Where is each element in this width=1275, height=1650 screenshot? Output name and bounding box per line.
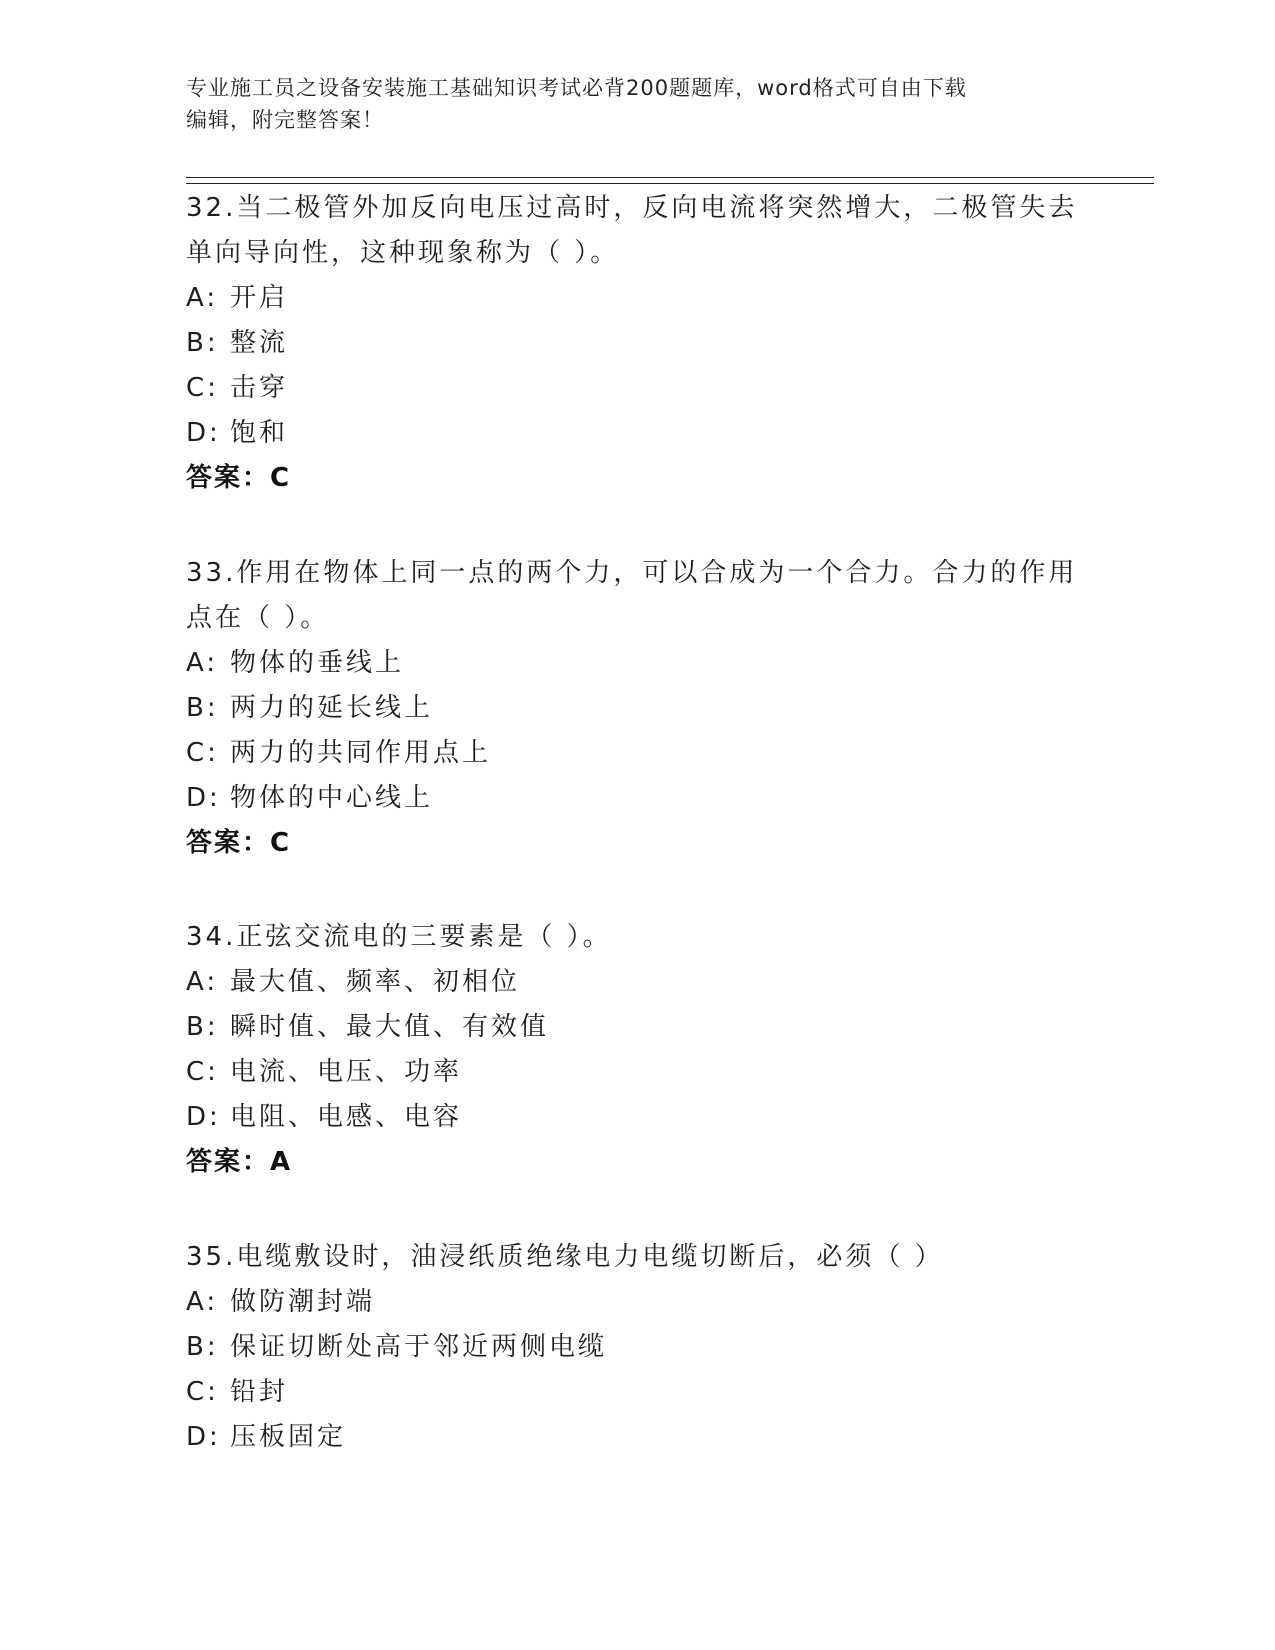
question-32 xyxy=(186,186,1086,501)
answer-line: 答案：A xyxy=(186,1147,293,1177)
question-stem-continued: 点在（ ）。 xyxy=(186,603,330,633)
option-d xyxy=(186,776,1086,821)
option-b xyxy=(186,686,1086,731)
option-text: 电阻、电感、电容 xyxy=(230,1102,463,1132)
option-a xyxy=(186,641,1086,686)
option-text: 物体的中心线上 xyxy=(230,783,434,813)
option-letter: B: xyxy=(186,1332,219,1362)
option-a xyxy=(186,276,1086,321)
question-stem: 32.当二极管外加反向电压过高时，反向电流将突然增大，二极管失去 xyxy=(186,193,1078,223)
option-a xyxy=(186,960,1086,1005)
header-divider-top xyxy=(186,177,1154,178)
option-text: 物体的垂线上 xyxy=(230,648,405,678)
option-text: 两力的共同作用点上 xyxy=(230,738,492,768)
option-letter: A: xyxy=(186,283,219,313)
option-letter: B: xyxy=(186,1012,219,1042)
option-b xyxy=(186,1325,1086,1370)
option-letter: A: xyxy=(186,1287,219,1317)
option-letter: C: xyxy=(186,738,219,768)
option-letter: D: xyxy=(186,418,221,448)
option-c xyxy=(186,366,1086,411)
header-divider-bottom xyxy=(186,183,1154,184)
option-letter: B: xyxy=(186,328,219,358)
question-33 xyxy=(186,551,1086,866)
question-stem: 33.作用在物体上同一点的两个力，可以合成为一个合力。合力的作用 xyxy=(186,558,1078,588)
option-c xyxy=(186,1370,1086,1415)
option-text: 开启 xyxy=(230,283,289,313)
option-text: 最大值、频率、初相位 xyxy=(230,967,521,997)
option-text: 铅封 xyxy=(230,1377,289,1407)
option-text: 两力的延长线上 xyxy=(230,693,434,723)
option-d xyxy=(186,1415,1086,1460)
question-stem: 34.正弦交流电的三要素是（ ）。 xyxy=(186,922,612,952)
option-letter: C: xyxy=(186,1057,219,1087)
option-text: 保证切断处高于邻近两侧电缆 xyxy=(230,1332,608,1362)
header-line-2: 编辑，附完整答案！ xyxy=(186,108,384,132)
header-line-1: 专业施工员之设备安装施工基础知识考试必背200题题库，word格式可自由下载 xyxy=(186,76,967,100)
option-b xyxy=(186,1005,1086,1050)
option-letter: A: xyxy=(186,967,219,997)
option-letter: D: xyxy=(186,1422,221,1452)
option-c xyxy=(186,1050,1086,1095)
option-letter: D: xyxy=(186,783,221,813)
option-d xyxy=(186,1095,1086,1140)
option-text: 饱和 xyxy=(230,418,289,448)
option-c xyxy=(186,731,1086,776)
option-letter: B: xyxy=(186,693,219,723)
option-text: 做防潮封端 xyxy=(230,1287,376,1317)
option-text: 压板固定 xyxy=(230,1422,347,1452)
option-letter: C: xyxy=(186,373,219,403)
option-letter: C: xyxy=(186,1377,219,1407)
document-header xyxy=(186,72,1066,136)
answer-line: 答案：C xyxy=(186,828,292,858)
question-34 xyxy=(186,915,1086,1185)
option-text: 电流、电压、功率 xyxy=(230,1057,463,1087)
option-a xyxy=(186,1280,1086,1325)
question-stem: 35.电缆敷设时，油浸纸质绝缘电力电缆切断后，必须（ ） xyxy=(186,1242,944,1272)
option-d xyxy=(186,411,1086,456)
option-text: 击穿 xyxy=(230,373,289,403)
option-text: 瞬时值、最大值、有效值 xyxy=(230,1012,550,1042)
question-stem-continued: 单向导向性，这种现象称为（ ）。 xyxy=(186,238,620,268)
option-b xyxy=(186,321,1086,366)
answer-line: 答案：C xyxy=(186,463,292,493)
option-letter: D: xyxy=(186,1102,221,1132)
option-letter: A: xyxy=(186,648,219,678)
option-text: 整流 xyxy=(230,328,289,358)
question-35 xyxy=(186,1235,1086,1460)
